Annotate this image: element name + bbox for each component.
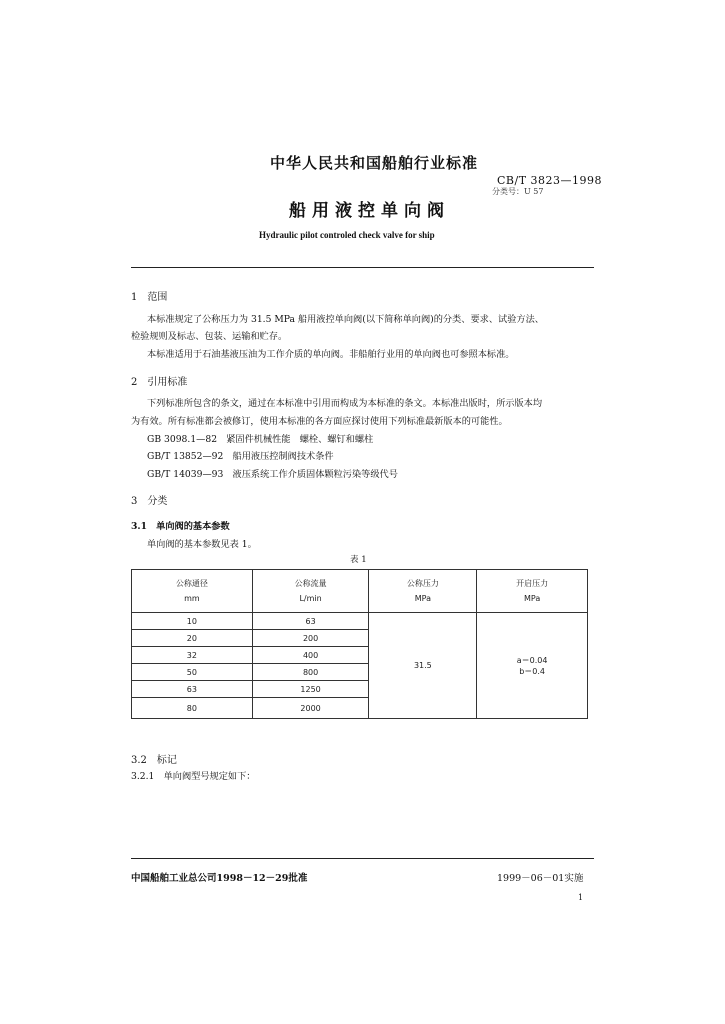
- nominal-pressure-cell: 31.5: [369, 613, 477, 719]
- section-3-2-1-text: 3.2.1 单向阀型号规定如下：: [131, 771, 256, 782]
- table-cell: 200: [252, 630, 369, 647]
- section-3-2-heading: 3.2 标记: [131, 755, 177, 766]
- opening-pressure-cell: a＝0.04 b＝0.4: [477, 613, 588, 719]
- section-2-heading: 2 引用标准: [131, 377, 188, 388]
- section-3-1-text: 单向阀的基本参数见表 1。: [147, 539, 257, 550]
- table-cell: 1250: [252, 681, 369, 698]
- reference-item: GB 3098.1—82 紧固件机械性能 螺栓、螺钉和螺柱: [147, 434, 374, 445]
- standard-number: CB/T 3823—1998: [497, 174, 603, 187]
- table-header-cell: 开启压力 MPa: [477, 570, 588, 613]
- page-number: 1: [578, 893, 584, 902]
- table-header-cell: 公称压力 MPa: [369, 570, 477, 613]
- table-header-cell: 公称通径 mm: [132, 570, 253, 613]
- table-cell: 50: [132, 664, 253, 681]
- section-3-1-heading: 3.1 单向阀的基本参数: [131, 521, 230, 532]
- section-2-intro-line-2: 为有效。所有标准都会被修订，使用本标准的各方面应探讨使用下列标准最新版本的可能性。: [131, 416, 508, 427]
- section-1-paragraph-1-line-2: 检验规则及标志、包装、运输和贮存。: [131, 331, 288, 342]
- footer-divider: [131, 858, 594, 859]
- section-3-heading: 3 分类: [131, 496, 168, 507]
- table-caption: 表 1: [350, 555, 367, 565]
- reference-item: GB/T 13852—92 船用液压控制阀技术条件: [147, 451, 334, 462]
- classification-number: 分类号：U 57: [492, 187, 544, 196]
- section-1-heading: 1 范围: [131, 292, 168, 303]
- document-title-english: Hydraulic pilot controled check valve for ship: [259, 230, 435, 240]
- table-header-cell: 公称流量 L/min: [252, 570, 369, 613]
- table-cell: 32: [132, 647, 253, 664]
- section-1-paragraph-2: 本标准适用于石油基液压油为工作介质的单向阀。非船舶行业用的单向阀也可参照本标准。: [147, 349, 515, 360]
- implementation-date: 1999－06－01实施: [497, 873, 584, 884]
- header-divider: [131, 267, 594, 268]
- approval-statement: 中国船舶工业总公司1998－12－29批准: [131, 873, 308, 884]
- section-2-intro-line-1: 下列标准所包含的条文，通过在本标准中引用而构成为本标准的条文。本标准出版时，所示版本均: [147, 398, 543, 409]
- table-cell: 80: [132, 698, 253, 719]
- reference-item: GB/T 14039—93 液压系统工作介质固体颗粒污染等级代号: [147, 469, 398, 480]
- table-header-row: [132, 570, 588, 613]
- parameters-table: [131, 569, 588, 719]
- table-cell: 400: [252, 647, 369, 664]
- document-title-chinese: 船用液控单向阀: [289, 201, 450, 221]
- section-1-paragraph-1-line-1: 本标准规定了公称压力为 31.5 MPa 船用液控单向阀(以下简称单向阀)的分类、要求、试验方法、: [147, 314, 544, 325]
- table-cell: 10: [132, 613, 253, 630]
- industry-standard-title: 中华人民共和国船舶行业标准: [270, 154, 479, 172]
- table-cell: 63: [132, 681, 253, 698]
- table-cell: 800: [252, 664, 369, 681]
- table-row: [132, 613, 588, 630]
- table-cell: 20: [132, 630, 253, 647]
- table-cell: 2000: [252, 698, 369, 719]
- table-cell: 63: [252, 613, 369, 630]
